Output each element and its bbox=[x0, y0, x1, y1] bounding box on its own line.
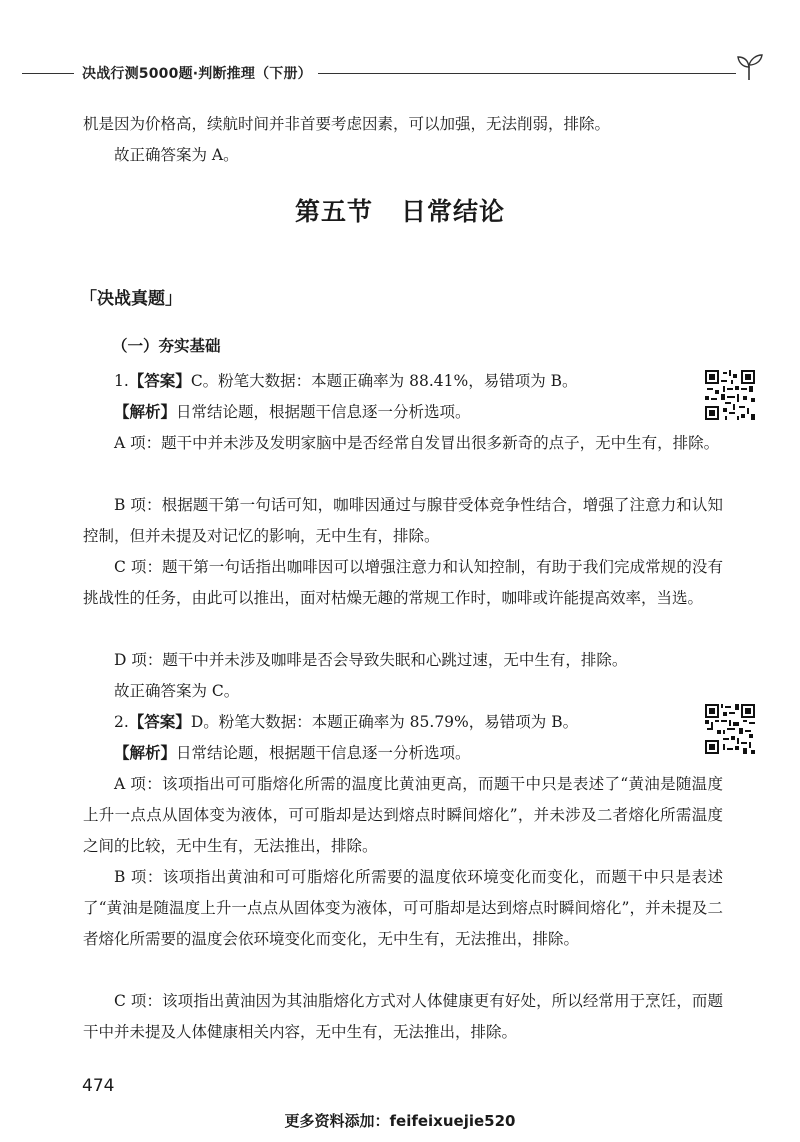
q1-analysis-tag: 【解析】 bbox=[114, 403, 177, 421]
q1-option-b: B 项：根据题干第一句话可知，咖啡因通过与腺苷受体竞争性结合，增强了注意力和认知控制，但并未提及对记忆的影响，无中生有，排除。 bbox=[83, 496, 723, 545]
header-rule-right bbox=[318, 73, 736, 74]
q1-answer bbox=[114, 366, 694, 397]
q1-analysis bbox=[114, 397, 694, 428]
header-rule-left bbox=[22, 73, 74, 74]
q1-option-c: C 项：题干第一句话指出咖啡因可以增强注意力和认知控制，有助于我们完成常规的没有挑战性的任务，由此可以推出，面对枯燥无趣的常规工作时，咖啡或许能提高效率，当选。 bbox=[83, 558, 723, 607]
q2-option-b: B 项：该项指出黄油和可可脂熔化所需要的温度依环境变化而变化，而题干中只是表述了“黄油是随温度上升一点点从固体变为液体，可可脂却是达到熔点时瞬间熔化”，并未提及二者熔化所需要的温度会依环境变化而变化，无中生有，无法推出，排除。 bbox=[83, 868, 723, 948]
running-header bbox=[22, 58, 762, 88]
qr-code-icon[interactable] bbox=[705, 370, 755, 420]
section-name: 日常结论 bbox=[401, 197, 506, 226]
section-number: 第五节 bbox=[294, 197, 373, 226]
q1-answer-tag: 【答案】 bbox=[128, 372, 191, 390]
q1-answer-text: C。粉笔大数据：本题正确率为 88.41%，易错项为 B。 bbox=[190, 372, 578, 390]
q1-analysis-text: 日常结论题，根据题干信息逐一分析选项。 bbox=[176, 403, 471, 421]
q2-option-c: C 项：该项指出黄油因为其油脂熔化方式对人体健康更有好处，所以经常用于烹饪，而题干中并未提及人体健康相关内容，无中生有，无法推出，排除。 bbox=[83, 992, 723, 1041]
section-title bbox=[0, 196, 800, 227]
page-number: 474 bbox=[82, 1076, 115, 1096]
real-exam-label: 「决战真题」 bbox=[80, 289, 182, 309]
sprout-icon bbox=[734, 50, 764, 82]
carryover-conclusion: 故正确答案为 A。 bbox=[114, 146, 239, 164]
qr-code-icon[interactable] bbox=[705, 704, 755, 754]
q1-conclusion: 故正确答案为 C。 bbox=[114, 682, 240, 700]
q2-option-a: A 项：该项指出可可脂熔化所需的温度比黄油更高，而题干中只是表述了“黄油是随温度上升一点点从固体变为液体，可可脂却是达到熔点时瞬间熔化”，并未涉及二者熔化所需温度之间的比较，无中生有，无法推出，排除。 bbox=[83, 775, 723, 855]
q1-number: 1. bbox=[114, 372, 129, 390]
running-title: 决战行测5000题·判断推理（下册） bbox=[82, 66, 312, 82]
q2-number: 2. bbox=[114, 713, 129, 731]
subsection-label: （一）夯实基础 bbox=[112, 337, 221, 355]
carryover-line: 机是因为价格高，续航时间并非首要考虑因素，可以加强，无法削弱，排除。 bbox=[83, 115, 611, 133]
q1-option-d: D 项：题干中并未涉及咖啡是否会导致失眠和心跳过速，无中生有，排除。 bbox=[114, 651, 628, 669]
q2-answer bbox=[114, 707, 694, 738]
q2-analysis-text: 日常结论题，根据题干信息逐一分析选项。 bbox=[176, 744, 471, 762]
q2-analysis-tag: 【解析】 bbox=[114, 744, 177, 762]
q2-analysis bbox=[114, 738, 694, 769]
q1-option-a: A 项：题干中并未涉及发明家脑中是否经常自发冒出很多新奇的点子，无中生有，排除。 bbox=[114, 434, 720, 452]
q2-answer-text: D。粉笔大数据：本题正确率为 85.79%，易错项为 B。 bbox=[190, 713, 579, 731]
footer-note: 更多资料添加：feifeixuejie520 bbox=[284, 1112, 516, 1130]
q2-answer-tag: 【答案】 bbox=[128, 713, 191, 731]
